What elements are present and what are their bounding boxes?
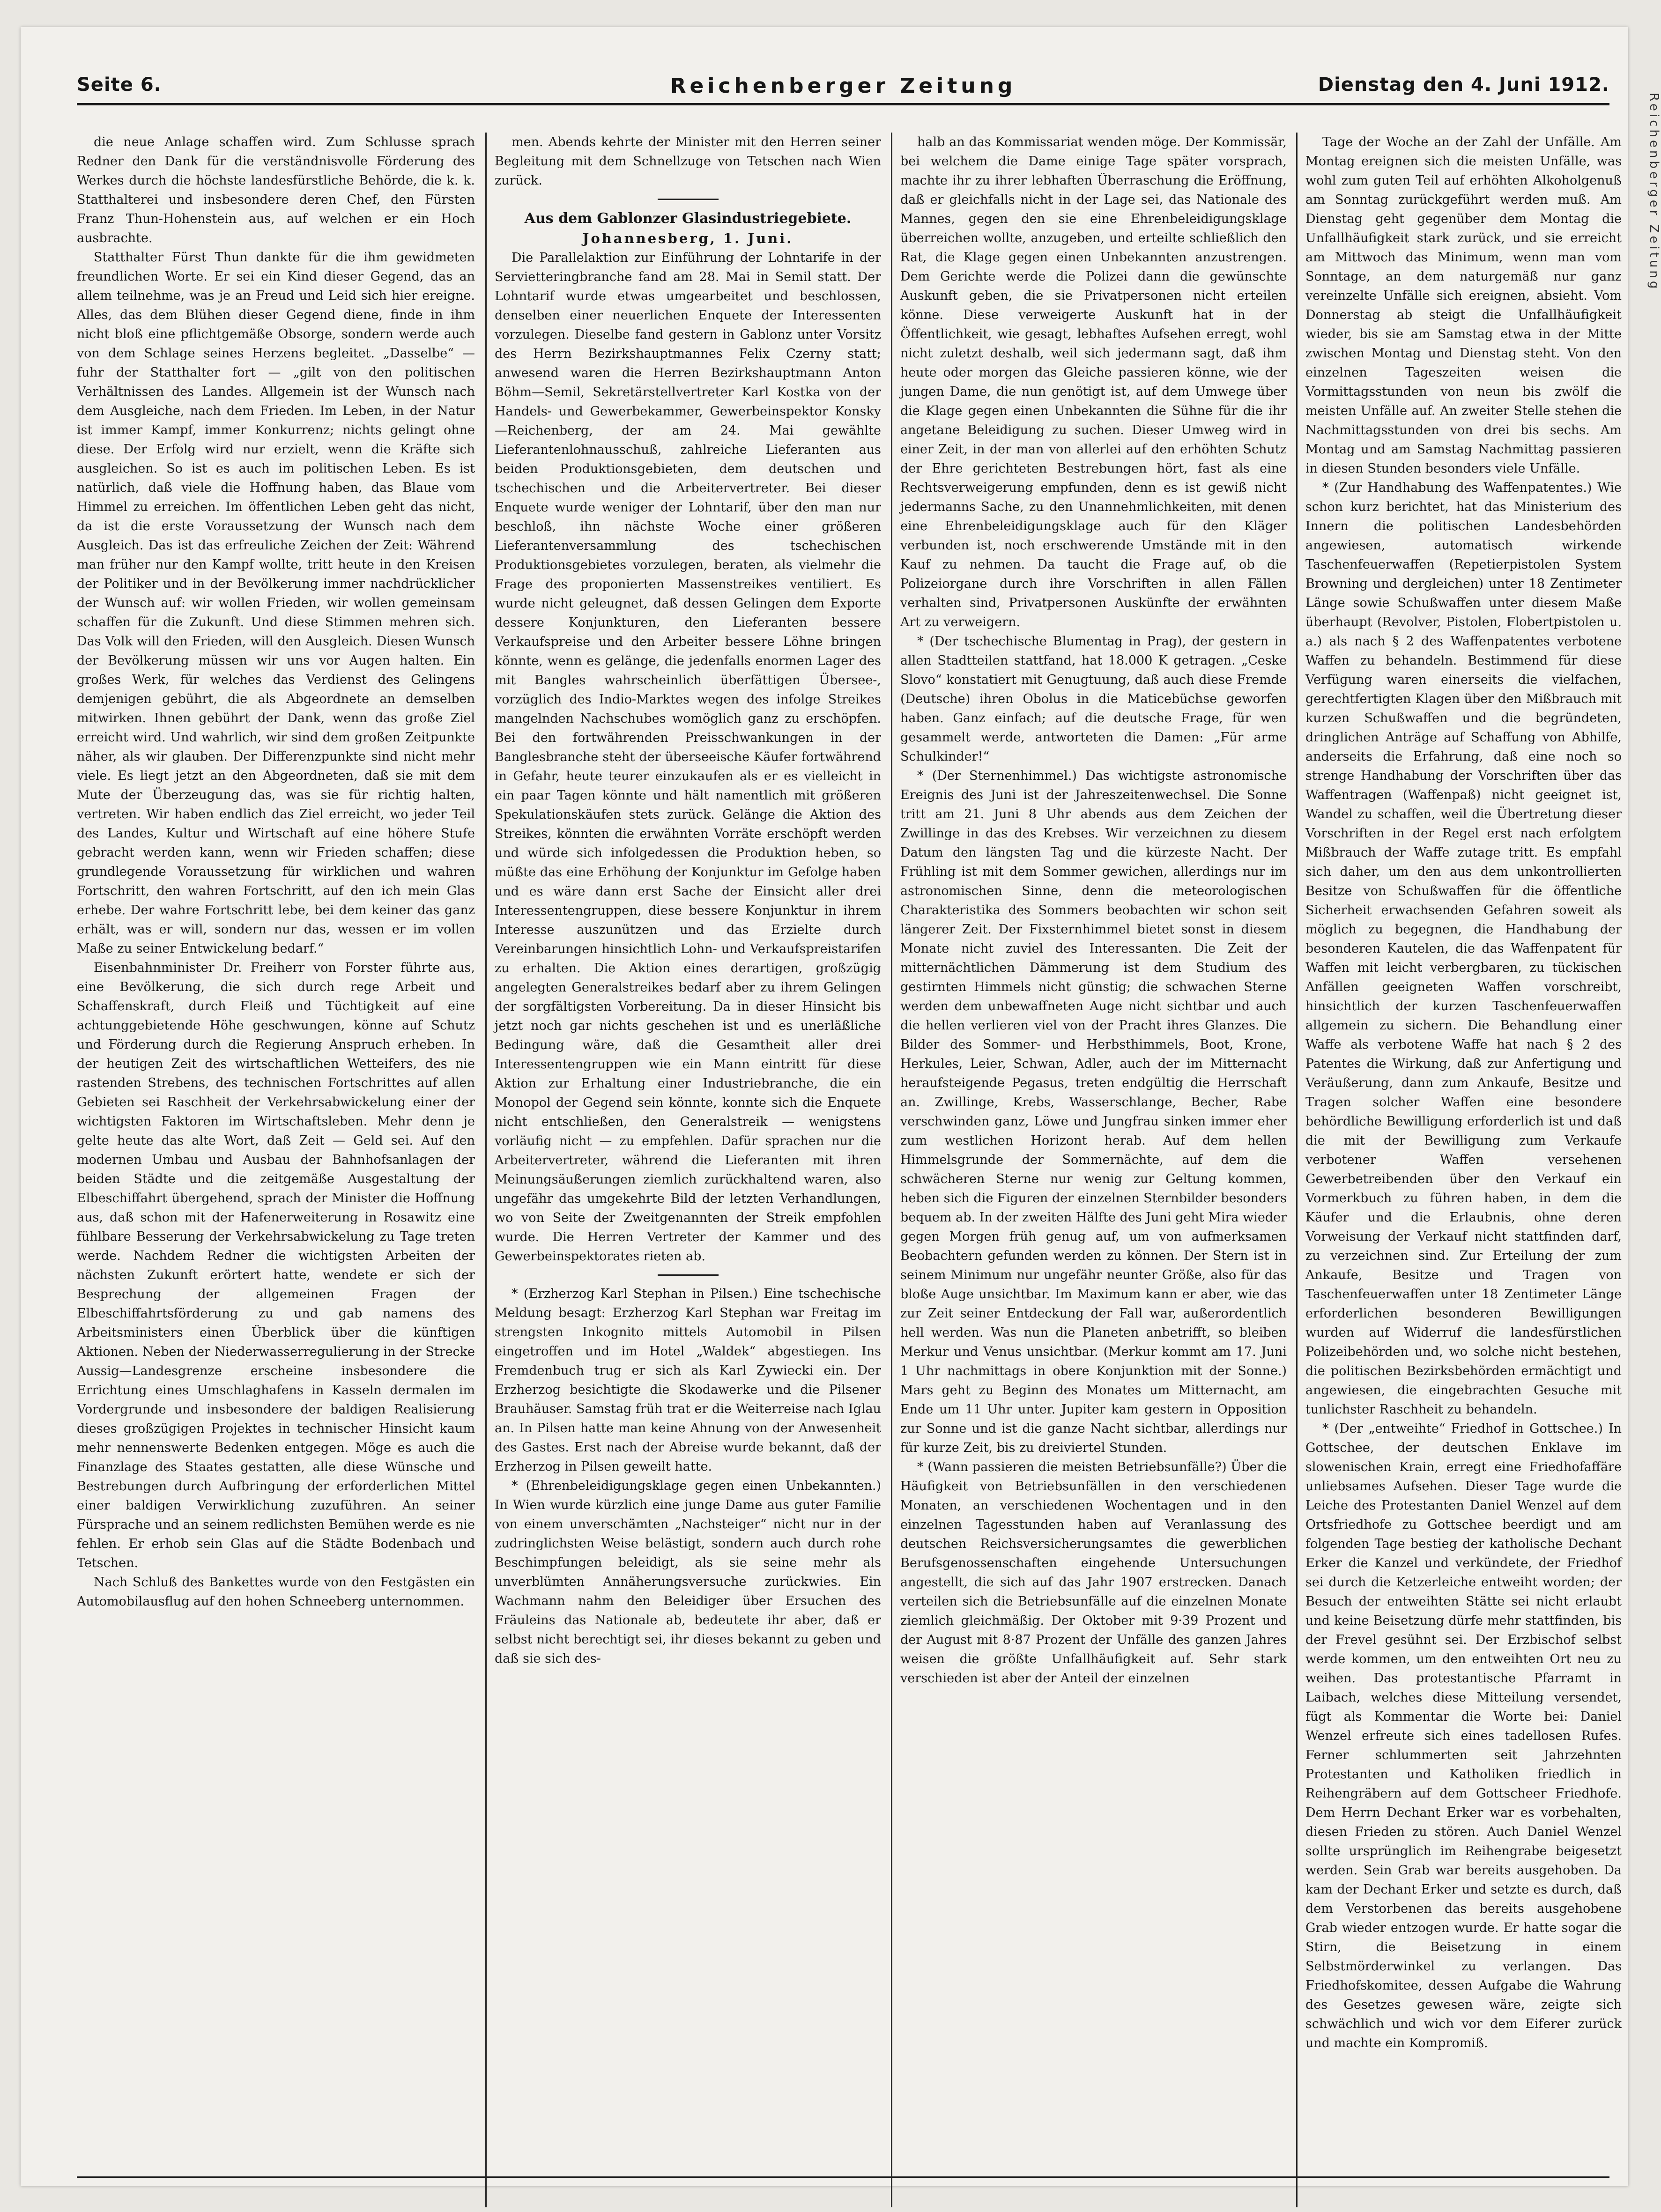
news-item: * (Erzherzog Karl Stephan in Pilsen.) Eine tschechische Meldung besagt: Erzherzog Karl Stephan war Freitag im strengsten Inkognito mittels Automobil in Pilsen eingetroffen und im Hotel „Waldek“ abgestiegen. Ins Fremdenbuch trug er sich als Karl Zywiecki ein. Der Erzherzog besichtigte die Skodawerke und die Pilsener Brauhäuser. Samstag früh trat er die Weiterreise nach Iglau an. In Pilsen hatte man keine Ahnung von der Anwesenheit des Gastes. Erst nach der Abreise wurde bekannt, daß der Erzherzog in Pilsen geweilt hatte. — [495, 1287, 881, 1474]
article-paragraph: Nach Schluß des Bankettes wurde von den Festgästen ein Automobilausflug auf den hohen Schneeberg unternommen. — [77, 1575, 475, 1609]
issue-date: Dienstag den 4. Juni 1912. — [1318, 74, 1609, 96]
article-paragraph: halb an das Kommissariat wenden möge. Der Kommissär, bei welchem die Dame einige Tage später vorsprach, machte ihr zu ihrer lebhaften Überraschung die Eröffnung, daß er gleichfalls nicht in der Lage sei, das Nationale des Mannes, gegen den sie eine Ehrenbeleidigungsklage überreichen wollte, anzugeben, und erteilte schließlich den Rat, die Klage gegen einen Unbekannten anzustrengen. Dem Gerichte werde die Polizei dann die gewünschte Auskunft geben, die sie Privatpersonen nicht erteilen könne. Diese verweigerte Auskunft hat in der Öffentlichkeit, wie gesagt, lebhaftes Aufsehen erregt, wohl nicht zuletzt deshalb, weil sich jedermann sagt, daß ihm heute oder morgen das Gleiche passieren könne, wie der jungen Dame, die nun genötigt ist, auf dem Umwege über die Klage gegen einen Unbekannten die Sühne für die ihr angetane Beleidigung zu suchen. Dieser Umweg wird in einer Zeit, in der man von allerlei auf den erhöhten Schutz der Ehre gerichteten Bestrebungen hört, fast als eine Rechtsverweigerung empfunden, denn es ist gewiß nicht jedermanns Sache, zu den Unannehmlichkeiten, mit denen eine Ehrenbeleidigungsklage auch für den Kläger verbunden ist, noch erschwerende Umstände mit in den Kauf zu nehmen. Da taucht die Frage auf, ob die Polizeiorgane durch ihre Vorschriften in allen Fällen verhalten sind, Privatpersonen Auskünfte der erwähnten Art zu verweigern. — [900, 135, 1287, 629]
article-paragraph: Die Parallelaktion zur Einführung der Lohntarife in der Servietteringbranche fand am 28. Mai in Semil statt. Der Lohntarif wurde etwas umgearbeitet und beschlossen, denselben einer neuerlichen Enquete der Interessenten vorzulegen. Dieselbe fand gestern in Gablonz unter Vorsitz des Herrn Bezirkshauptmannes Felix Czerny statt; anwesend waren die Herren Bezirkshauptmann Anton Böhm—Semil, Sekretärstellvertreter Karl Kostka von der Handels- und Gewerbekammer, Gewerbeinspektor Konsky—Reichenberg, der am 24. Mai gewählte Lieferantenlohnausschuß, zahlreiche Lieferanten aus beiden Produktionsgebieten, dem deutschen und tschechischen und die Arbeitervertreter. Bei dieser Enquete wurde weniger der Lohntarif, über den man nur beschloß, ihn nächste Woche einer größeren Lieferantenversammlung des tschechischen Produktionsgebietes vorzulegen, beraten, als vielmehr die Frage des proponierten Massenstreikes ventiliert. Es wurde nicht geleugnet, daß dessen Gelingen dem Exporte dessere Konjunkturen, den Lieferanten bessere Verkaufspreise und den Arbeiter bessere Löhne bringen könnte, wenn es gelänge, die jedenfalls enormen Lager des mit Bangles wahrscheinlich überfättigen Übersee-, vorzüglich des Indio-Marktes wegen des infolge Streikes mangelnden Nachschubes womöglich ganz zu erschöpfen. Bei den fortwährenden Preisschwankungen in der Banglesbranche steht der überseeische Käufer fortwährend in Gefahr, heute teurer einzukaufen als er es vielleicht in ein paar Tagen könnte und hält namentlich mit größeren Spekulationskäufen stets zurück. Gelänge die Aktion des Streikes, könnten die erwähnten Vorräte erschöpft werden und würde sich infolgedessen die Produktion heben, so müßte das eine Erhöhung der Konjunktur im Gefolge haben und es wäre dann erst Sache der Einsicht aller drei Interessentengruppen, diese bessere Konjunktur in ihrem Interesse auszunützen und das Erzielte durch Vereinbarungen hinsichtlich Lohn- und Verkaufspreistarifen zu erhalten. Die Aktion eines derartigen, großzügig angelegten Generalstreikes bedarf aber zu ihrem Gelingen der sorgfältigsten Vorbereitung. Da in dieser Hinsicht bis jetzt noch gar nichts geschehen ist und es unerläßliche Bedingung wäre, daß die Gesamtheit aller drei Interessentengruppen wie ein Mann eintritt für diese Aktion zur Erhaltung einer Industriebranche, die ein Monopol der Gegend sein könnte, konnte sich die Enquete nicht entschließen, den Generalstreik — wenigstens vorläufig nicht — zu empfehlen. Dafür sprachen nur die Arbeitervertreter, während die Lieferanten mit ihren Meinungsäußerungen ziemlich zurückhaltend waren, also ungefähr das umgekehrte Bild der letzten Verhandlungen, wo von Seite der Zweitgenannten der Streik empfohlen wurde. Die Herren Vertreter der Kammer und des Gewerbeinspektorates rieten ab. — [495, 251, 881, 1264]
newspaper-title: Reichenberger Zeitung — [670, 74, 1016, 98]
column-separator — [485, 133, 487, 2207]
masthead-rule — [77, 103, 1609, 105]
column-1 — [77, 133, 475, 2212]
masthead — [77, 74, 1609, 117]
page-bottom-rule — [77, 2176, 1609, 2178]
column-3 — [900, 133, 1287, 2212]
section-dateline: Johannesberg, 1. Juni. — [582, 230, 793, 246]
column-4 — [1305, 133, 1622, 2212]
newspaper-page — [21, 27, 1661, 2186]
article-paragraph: men. Abends kehrte der Minister mit den Herren seiner Begleitung mit dem Schnellzuge von Tetschen nach Wien zurück. — [495, 135, 881, 188]
article-paragraph: die neue Anlage schaffen wird. Zum Schlusse sprach Redner den Dank für die verständnisvolle Förderung des Werkes durch die höchste landesfürstliche Behörde, die k. k. Statthalterei und insbesondere deren Chef, den Fürsten Franz Thun-Hohenstein aus, auf welchen er ein Hoch ausbrachte. — [77, 135, 475, 245]
news-item: * (Ehrenbeleidigungsklage gegen einen Unbekannten.) In Wien wurde kürzlich eine junge Dame aus guter Familie von einem unverschämten „Nachsteiger“ nicht nur in der zudringlichsten Weise belästigt, sondern auch durch rohe Beschimpfungen beleidigt, als sie seine mehr als unverblümten Annäherungsversuche zurückwies. Ein Wachmann nahm den Beleidiger über Ersuchen des Fräuleins das Nationale ab, bedeutete ihr aber, daß er selbst nicht berechtigt sei, ihr dieses bekannt zu geben und daß sie sich des- — [495, 1479, 881, 1666]
column-separator — [891, 133, 892, 2207]
article-paragraph: Tage der Woche an der Zahl der Unfälle. Am Montag ereignen sich die meisten Unfälle, was wohl zum guten Teil auf erhöhten Alkoholgenuß am Sonntag zurückgeführt werden muß. Am Dienstag geht gegenüber dem Montag die Unfallhäufigkeit stark zurück, und sie erreicht am Mittwoch das Minimum, wenn man vom Sonntage, an dem naturgemäß nur ganz vereinzelte Unfälle sich ereignen, absieht. Vom Donnerstag ab steigt die Unfallhäufigkeit wieder, bis sie am Samstag etwa in der Mitte zwischen Montag und Dienstag steht. Von den einzelnen Tageszeiten weisen die Vormittagsstunden von neun bis zwölf die meisten Unfälle auf. An zweiter Stelle stehen die Nachmittagsstunden von drei bis sechs. Am Montag und am Samstag Nachmittag passieren in diesen Stunden besonders viele Unfälle. — [1305, 135, 1622, 476]
article-paragraph: Eisenbahnminister Dr. Freiherr von Forster führte aus, eine Bevölkerung, die sich durch rege Arbeit und Schaffenskraft, durch Fleiß und Tüchtigkeit auf eine achtunggebietende Höhe geschwungen, könne auf Schutz und Förderung durch die Regierung Anspruch erheben. In der heutigen Zeit des wirtschaftlichen Wetteifers, des nie rastenden Strebens, des technischen Fortschrittes auf allen Gebieten sei Raschheit der Verkehrsabwickelung einer der wichtigsten Faktoren im Wirtschaftsleben. Mehr denn je gelte heute das alte Wort, daß Zeit — Geld sei. Auf den modernen Umbau und Ausbau der Bahnhofsanlagen der beiden Städte und die zeitgemäße Ausgestaltung der Elbeschiffahrt übergehend, sprach der Minister die Hoffnung aus, daß schon mit der Hafenerweiterung in Rosawitz eine fühlbare Besserung der Verkehrsabwickelung zu Tage treten werde. Nachdem Redner die wichtigsten Arbeiten der nächsten Zukunft erörtert hatte, wendete er sich der Besprechung der allgemeinen Fragen der Elbeschiffahrtsförderung zu und gab namens des Arbeitsministers einen Überblick über die künftigen Aktionen. Neben der Niederwasserregulierung in der Strecke Aussig—Landesgrenze erscheine insbesondere die Errichtung eines Umschlaghafens in Kasseln dermalen im Vordergrunde und insbesondere der baldigen Realisierung dieses großzügigen Projektes in technischer Hinsicht kaum mehr nennenswerte Bedenken entgegen. Möge es auch die Finanzlage des Staates gestatten, alle diese Wünsche und Bestrebungen durch Aufbringung der erforderlichen Mittel einer baldigen Verwirklichung zuzuführen. An seiner Fürsprache und an seinem redlichsten Bemühen werde es nie fehlen. Er erhob sein Glas auf die Städte Bodenbach und Tetschen. — [77, 961, 475, 1570]
news-item: * (Wann passieren die meisten Betriebsunfälle?) Über die Häufigkeit von Betriebsunfällen in den verschiedenen Monaten, an verschiedenen Wochentagen und in den einzelnen Tagesstunden haben auf Veranlassung des deutschen Reichsversicherungsamtes die gewerblichen Berufsgenossenschaften eingehende Untersuchungen angestellt, die sich auf das Jahr 1907 erstrecken. Danach verteilen sich die Betriebsunfälle auf die einzelnen Monate ziemlich gleichmäßig. Der Oktober mit 9·39 Prozent und der August mit 8·87 Prozent der Unfälle des ganzen Jahres weisen die größte Unfallhäufigkeit auf. Sehr stark verschieden ist aber der Anteil der einzelnen — [900, 1460, 1287, 1686]
news-item: * (Der tschechische Blumentag in Prag), der gestern in allen Stadtteilen stattfand, hat 18.000 K getragen. „Ceske Slovo“ konstatiert mit Genugtuung, daß auch diese Fremde (Deutsche) ihren Obolus in die Maticebüchse geworfen haben. Ganz einfach; auf die deutsche Frage, für wen gesammelt werde, antworteten die Damen: „Für arme Schulkinder!“ — [900, 634, 1287, 764]
news-item: * (Der „entweihte“ Friedhof in Gottschee.) In Gottschee, der deutschen Enklave im slowenischen Krain, erregt eine Friedhofaffäre unliebsames Aufsehen. Dieser Tage wurde die Leiche des Protestanten Daniel Wenzel auf dem Ortsfriedhofe zu Gottschee beerdigt und am folgenden Tage bestieg der katholische Dechant Erker die Kanzel und verkündete, der Friedhof sei durch die Ketzerleiche entweiht worden; der Besuch der entweihten Stätte sei nicht erlaubt und keine Beisetzung dürfe mehr stattfinden, bis der Frevel gesühnt sei. Der Erzbischof selbst werde kommen, um den entweihten Ort neu zu weihen. Das protestantische Pfarramt in Laibach, welches diese Mitteilung versendet, fügt als Kommentar die Worte bei: Daniel Wenzel erfreute sich eines tadellosen Rufes. Ferner schlummerten seit Jahrzehnten Protestanten und Katholiken friedlich in Reihengräbern auf dem Gottscheer Friedhofe. Dem Herrn Dechant Erker war es vorbehalten, diesen Frieden zu stören. Auch Daniel Wenzel sollte ursprünglich im Reihengrabe beigesetzt werden. Sein Grab war bereits ausgehoben. Da kam der Dechant Erker und setzte es durch, daß dem Verstorbenen das bereits ausgehobene Grab wieder entzogen wurde. Er hatte sogar die Stirn, die Beisetzung in einem Selbstmörderwinkel zu verlangen. Das Friedhofskomitee, dessen Aufgabe die Wahrung des Gesetzes gewesen wäre, zeigte sich schwächlich und wich vor dem Eiferer zurück und machte ein Kompromiß. — [1305, 1421, 1622, 2050]
column-2 — [495, 133, 881, 2212]
page-number: Seite 6. — [77, 74, 162, 96]
section-divider — [658, 1274, 719, 1276]
news-item: * (Zur Handhabung des Waffenpatentes.) Wie schon kurz berichtet, hat das Ministerium des Innern die politischen Landesbehörden angewiesen, automatisch wirkende Taschenfeuerwaffen (Repetierpistolen System Browning und dergleichen) unter 18 Zentimeter Länge sowie Schußwaffen unter diesem Maße überhaupt (Revolver, Pistolen, Flobertpistolen u. a.) als nach § 2 des Waffenpatentes verbotene Waffen zu behandeln. Bestimmend für diese Verfügung waren einerseits die vielfachen, gerechtfertigten Klagen über den Mißbrauch mit kurzen Schußwaffen und die begründeten, dringlichen Anträge auf Schaffung von Abhilfe, anderseits die Erfahrung, daß eine noch so strenge Handhabung der Vorschriften über das Waffentragen (Waffenpaß) nicht geeignet ist, Wandel zu schaffen, weil die Übertretung dieser Vorschriften in der Regel erst nach erfolgtem Mißbrauch der Waffe zutage tritt. Es empfahl sich daher, um den aus dem unkontrollierten Besitze von Schußwaffen für die öffentliche Sicherheit erwachsenden Gefahren soweit als möglich zu begegnen, die Handhabung der besonderen Kautelen, die das Waffenpatent für Waffen mit leicht verbergbaren, zu tückischen Anfällen geeigneten Waffen vorschreibt, hinsichtlich der kurzen Taschenfeuerwaffen allgemein zu sichern. Die Behandlung einer Waffe als verbotene Waffe hat nach § 2 des Patentes die Wirkung, daß zur Anfertigung und Veräußerung, dann zum Ankaufe, Besitze und Tragen solcher Waffen eine besondere behördliche Bewilligung erforderlich ist und daß die mit der Bewilligung zum Verkaufe verbotener Waffen versehenen Gewerbetreibenden über den Verkauf ein Vormerkbuch zu führen haben, in dem die Käufer und die Erlaubnis, ohne deren Vorweisung der Verkauf nicht stattfinden darf, zu verzeichnen sind. Zur Erteilung der zum Ankaufe, Besitze und Tragen von Taschenfeuerwaffen unter 18 Zentimeter Länge erforderlichen besonderen Bewilligungen wurden auf Widerruf die landesfürstlichen Polizeibehörden und, wo solche nicht bestehen, die politischen Bezirksbehörden ermächtigt und angewiesen, die eingebrachten Gesuche mit tunlichster Raschheit zu behandeln. — [1305, 481, 1622, 1417]
column-separator — [1296, 133, 1298, 2207]
section-divider — [658, 199, 719, 200]
adjacent-page-edge: Reichenberger Zeitung — [1647, 93, 1661, 292]
news-item: * (Der Sternenhimmel.) Das wichtigste astronomische Ereignis des Juni ist der Jahreszeitenwechsel. Die Sonne tritt am 21. Juni 8 Uhr abends aus dem Zeichen der Zwillinge in das des Krebses. Wir verzeichnen zu diesem Datum den längsten Tag und die kürzeste Nacht. Der Frühling ist mit dem Sommer gewichen, allerdings nur im astronomischen Sinne, denn die meteorologischen Charakteristika des Sommers beobachten wir schon seit längerer Zeit. Der Fixsternhimmel bietet sonst in diesem Monate nicht zuviel des Interessanten. Die Zeit der mitternächtlichen Dämmerung ist dem Studium des gestirnten Himmels nicht günstig; die schwachen Sterne werden dem unbewaffneten Auge nicht sichtbar und auch die hellen verlieren viel von der Pracht ihres Glanzes. Die Bilder des Sommer- und Herbsthimmels, Boot, Krone, Herkules, Leier, Schwan, Adler, auch der im Mitternacht heraufsteigende Pegasus, treten endgültig die Herrschaft an. Zwillinge, Krebs, Wasserschlange, Becher, Rabe verschwinden ganz, Löwe und Jungfrau sinken immer eher zum westlichen Horizont herab. Auf dem hellen Himmelsgrunde der Sommernächte, auf dem die schwächeren Sterne nur wenig zur Geltung kommen, heben sich die Figuren der einzelnen Sternbilder besonders bequem ab. In der zweiten Hälfte des Juni geht Mira wieder gegen Morgen früh genug auf, um von aufmerksamen Beobachtern gefunden werden zu können. Der Stern ist in seinem Minimum nur ungefähr neunter Größe, also für das bloße Auge unsichtbar. Im Maximum kann er aber, wie das zur Zeit seiner Entdeckung der Fall war, außerordentlich hell werden. Was nun die Planeten anbetrifft, so bleiben Merkur und Venus unsichtbar. (Merkur kommt am 17. Juni 1 Uhr nachmittags in obere Konjunktion mit der Sonne.) Mars geht zu Beginn des Monates um Mitternacht, am Ende um 11 Uhr unter. Jupiter kam gestern in Opposition zur Sonne und ist die ganze Nacht sichtbar, allerdings nur für kurze Zeit, bis zu dreiviertel Stunden. — [900, 769, 1287, 1455]
article-paragraph: Statthalter Fürst Thun dankte für die ihm gewidmeten freundlichen Worte. Er sei ein Kind dieser Gegend, das an allem teilnehme, was je an Freud und Leid sich hier ereigne. Alles, das dem Blühen dieser Gegend diene, finde in ihm nicht bloß eine pflichtgemäße Obsorge, sondern werde auch von dem Schlage seines Herzens begleitet. „Dasselbe“ — fuhr der Statthalter fort — „gilt von den politischen Verhältnissen des Landes. Allgemein ist der Wunsch nach dem Ausgleiche, nach dem Frieden. Im Leben, in der Natur ist immer Kampf, immer Konkurrenz; nichts gelingt ohne diese. Der Erfolg wird nur erzielt, wenn die Kräfte sich ausgleichen. So ist es auch im politischen Leben. Es ist natürlich, daß viele die Hoffnung haben, das Blaue vom Himmel zu erreichen. Im öffentlichen Leben geht das nicht, da ist die erste Voraussetzung der Wunsch nach dem Ausgleich. Das ist das erfreuliche Zeichen der Zeit: Während man früher nur den Kampf wollte, tritt heute in den Kreisen der Politiker und in der Bevölkerung immer nachdrücklicher der Wunsch auf: wir wollen Frieden, wir wollen gemeinsam schaffen für die Zukunft. Und diese Stimmen mehren sich. Das Volk will den Frieden, will den Ausgleich. Diesen Wunsch der Bevölkerung müssen wir uns vor Augen halten. Ein großes Werk, für welches das Verdienst des Gelingens demjenigen gebührt, die als Abgeordnete an demselben mitwirken. Ihnen gebührt der Dank, wenn das große Ziel erreicht wird. Und wahrlich, wir sind dem großen Zeitpunkte näher, als wir glauben. Der Differenzpunkte sind nicht mehr viele. Es liegt jetzt an den Abgeordneten, daß sie mit dem Mute der Überzeugung das, was sie für richtig halten, vertreten. Wir haben endlich das Ziel erreicht, wo jeder Teil des Landes, Kultur und Wirtschaft auf eine höhere Stufe gebracht werden kann, wenn wir Frieden schaffen; diese grundlegende Voraussetzung für wirklichen und wahren Fortschritt, den wahren Fortschritt, auf den ich mein Glas erhebe. Der wahre Fortschritt lebe, bei dem keiner das ganz erhält, was er will, sondern nur das, wessen er im vollen Maße zu seiner Entwickelung bedarf.“ — [77, 250, 475, 956]
section-headline: Aus dem Gablonzer Glasindustriegebiete. — [524, 210, 852, 227]
